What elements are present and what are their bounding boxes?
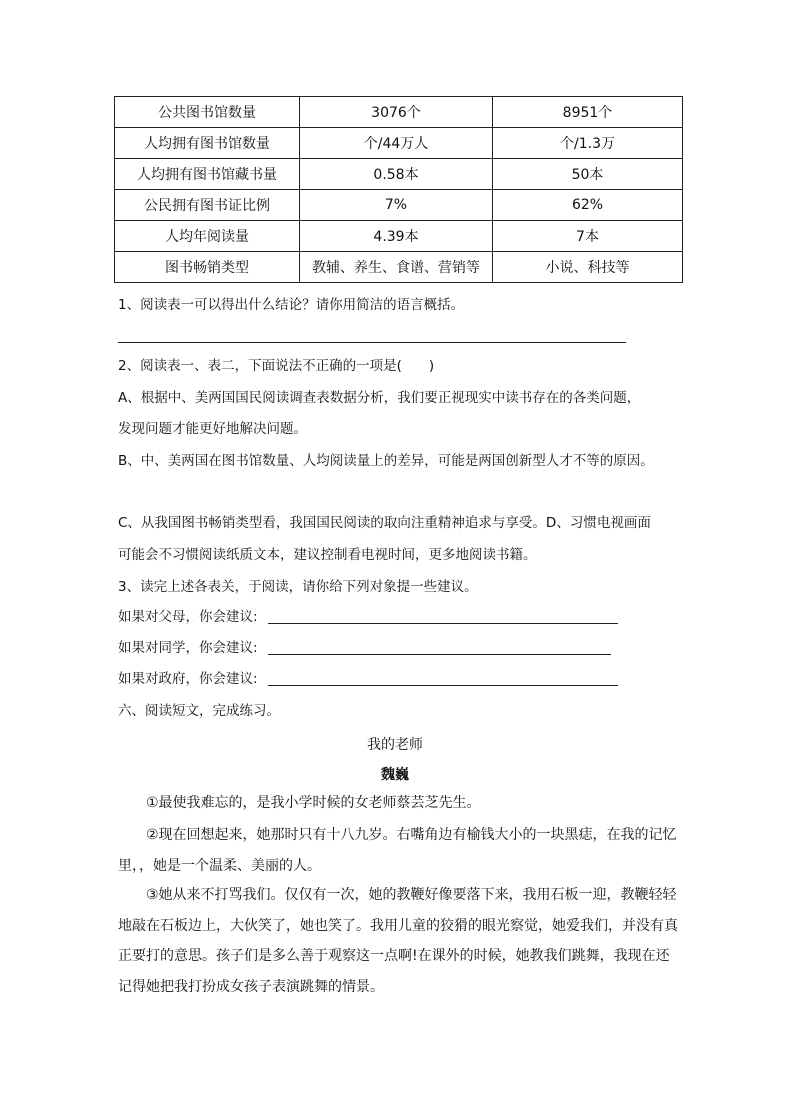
option-c-line1: C、从我国图书畅销类型看，我国国民阅读的取向注重精神追求与享受。D、习惯电视画面 [118,515,651,531]
china-value: 个/44万人 [300,128,493,159]
suggest-parents-line[interactable] [268,623,618,624]
question-3: 3、读完上述各表关，于阅读，请你给下列对象提一些建议。 [118,579,478,595]
article-paragraph-1: ①最使我难忘的，是我小学时候的女老师蔡芸芝先生。 [146,795,481,811]
usa-value: 8951个 [493,97,683,128]
china-value: 教辅、养生、食谱、营销等 [300,252,493,283]
usa-value: 62% [493,190,683,221]
suggest-parents-label: 如果对父母，你会建议: [118,609,258,625]
row-label: 人均年阅读量 [115,221,300,252]
question-2: 2、阅读表一、表二，下面说法不正确的一项是( ) [118,358,435,374]
row-label: 公民拥有图书证比例 [115,190,300,221]
usa-value: 50本 [493,159,683,190]
article-author: 魏巍 [381,767,409,783]
option-c-line2: 可能会不习惯阅读纸质文本，建议控制看电视时间，更多地阅读书籍。 [118,547,537,563]
section-6-heading: 六、阅读短文，完成练习。 [118,703,280,719]
table-row [115,97,683,128]
row-label: 公共图书馆数量 [115,97,300,128]
article-title: 我的老师 [367,737,423,753]
row-label: 人均拥有图书馆藏书量 [115,159,300,190]
option-a-line2: 发现问题才能更好地解决问题。 [118,421,307,437]
reading-survey-table [114,96,683,283]
china-value: 3076个 [300,97,493,128]
table-row [115,159,683,190]
table-row [115,190,683,221]
suggest-classmates-label: 如果对同学，你会建议: [118,640,258,656]
suggest-government-label: 如果对政府，你会建议: [118,671,258,687]
table-row [115,252,683,283]
answer-line-1[interactable] [118,342,626,343]
row-label: 人均拥有图书馆数量 [115,128,300,159]
usa-value: 7本 [493,221,683,252]
suggest-classmates-line[interactable] [268,654,611,655]
usa-value: 小说、科技等 [493,252,683,283]
option-b: B、中、美两国在图书馆数量、人均阅读量上的差异，可能是两国创新型人才不等的原因。 [118,453,654,469]
china-value: 0.58本 [300,159,493,190]
table-row [115,221,683,252]
option-a-line1: A、根据中、美两国国民阅读调查表数据分析，我们要正视现实中读书存在的各类问题， [118,390,641,406]
article-paragraph-2: ②现在回想起来，她那时只有十八九岁。右嘴角边有榆钱大小的一块黑痣，在我的记忆里，，她是一个温柔、美丽的人。 [118,827,677,874]
table-row [115,128,683,159]
question-1: 1、阅读表一可以得出什么结论？请你用简洁的语言概括。 [118,297,465,313]
row-label: 图书畅销类型 [115,252,300,283]
suggest-government-line[interactable] [268,685,618,686]
china-value: 7% [300,190,493,221]
article-paragraph-3: ③她从来不打骂我们。仅仅有一次，她的教鞭好像要落下来，我用石板一迎，教鞭轻轻地敲在石板边上，大伙笑了，她也笑了。我用儿童的狡猾的眼光察觉，她爱我们，并没有真正要打的意思。孩子们是多么善于观察这一点啊!在课外的时候，她教我们跳舞，我现在还记得她把我打扮成女孩子表演跳舞的情景。 [118,887,678,995]
china-value: 4.39本 [300,221,493,252]
usa-value: 个/1.3万 [493,128,683,159]
